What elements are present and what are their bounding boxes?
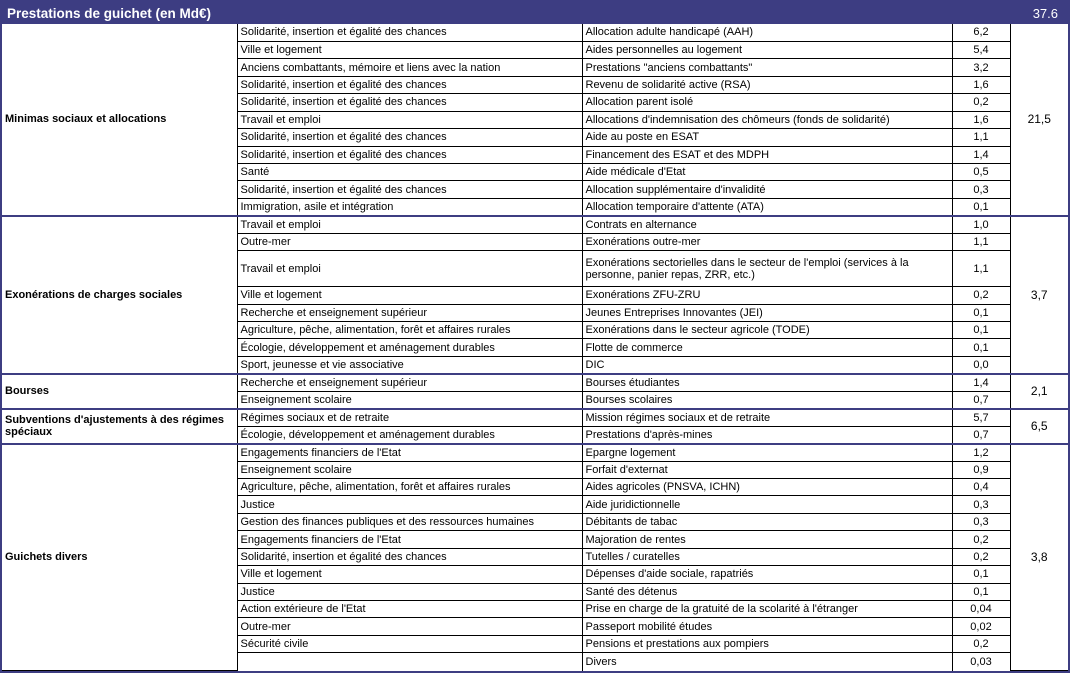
table-row [2, 409, 1068, 426]
mission-cell: Solidarité, insertion et égalité des chances [237, 94, 582, 111]
mission-cell: Régimes sociaux et de retraite [237, 409, 582, 426]
value-cell: 0,1 [952, 339, 1010, 356]
mission-cell: Justice [237, 583, 582, 600]
mission-cell: Agriculture, pêche, alimentation, forêt et affaires rurales [237, 478, 582, 495]
mission-cell: Gestion des finances publiques et des ressources humaines [237, 513, 582, 530]
value-cell: 0,3 [952, 181, 1010, 198]
grand-total-value: 37.6 [1032, 5, 1058, 21]
mission-cell: Solidarité, insertion et égalité des chances [237, 24, 582, 41]
mission-cell: Ville et logement [237, 566, 582, 583]
value-cell: 0,4 [952, 478, 1010, 495]
prestation-cell: Tutelles / curatelles [582, 548, 952, 565]
value-cell: 1,6 [952, 111, 1010, 128]
prestation-cell: Allocation parent isolé [582, 94, 952, 111]
value-cell: 5,7 [952, 409, 1010, 426]
prestation-cell: Forfait d'externat [582, 461, 952, 478]
prestation-cell: Passeport mobilité études [582, 618, 952, 635]
prestation-cell: Allocation adulte handicapé (AAH) [582, 24, 952, 41]
category-cell: Minimas sociaux et allocations [2, 24, 237, 216]
mission-cell: Agriculture, pêche, alimentation, forêt et affaires rurales [237, 322, 582, 339]
mission-cell: Recherche et enseignement supérieur [237, 304, 582, 321]
mission-cell: Sport, jeunesse et vie associative [237, 356, 582, 373]
prestation-cell: Flotte de commerce [582, 339, 952, 356]
mission-cell: Écologie, développement et aménagement durables [237, 426, 582, 443]
mission-cell: Solidarité, insertion et égalité des chances [237, 146, 582, 163]
value-cell: 0,1 [952, 198, 1010, 215]
value-cell: 0,1 [952, 566, 1010, 583]
value-cell: 0,3 [952, 496, 1010, 513]
panel-titlebar [2, 2, 1068, 24]
group-total-cell: 6,5 [1010, 409, 1068, 444]
value-cell: 1,4 [952, 146, 1010, 163]
prestation-cell: Aide médicale d'Etat [582, 164, 952, 181]
prestation-cell: Prise en charge de la gratuité de la scolarité à l'étranger [582, 601, 952, 618]
prestation-cell: Epargne logement [582, 444, 952, 461]
value-cell: 0,2 [952, 94, 1010, 111]
value-cell: 6,2 [952, 24, 1010, 41]
prestation-cell: Allocation supplémentaire d'invalidité [582, 181, 952, 198]
value-cell: 0,9 [952, 461, 1010, 478]
value-cell: 0,2 [952, 635, 1010, 652]
prestation-cell: Exonérations sectorielles dans le secteur de l'emploi (services à la personne, panier repas, ZRR, etc.) [582, 251, 952, 287]
prestation-cell: Dépenses d'aide sociale, rapatriés [582, 566, 952, 583]
value-cell: 1,4 [952, 374, 1010, 391]
mission-cell: Ville et logement [237, 287, 582, 304]
mission-cell: Engagements financiers de l'Etat [237, 444, 582, 461]
category-cell: Exonérations de charges sociales [2, 216, 237, 374]
group-total-cell: 3,7 [1010, 216, 1068, 374]
prestation-cell: Majoration de rentes [582, 531, 952, 548]
value-cell: 0,7 [952, 426, 1010, 443]
prestation-cell: Contrats en alternance [582, 216, 952, 233]
prestation-cell: Exonérations dans le secteur agricole (TODE) [582, 322, 952, 339]
prestation-cell: Jeunes Entreprises Innovantes (JEI) [582, 304, 952, 321]
table-row [2, 374, 1068, 391]
prestation-cell: Aides personnelles au logement [582, 41, 952, 58]
value-cell: 0,2 [952, 287, 1010, 304]
prestation-cell: Divers [582, 653, 952, 671]
value-cell: 0,02 [952, 618, 1010, 635]
mission-cell: Enseignement scolaire [237, 461, 582, 478]
prestation-cell: Financement des ESAT et des MDPH [582, 146, 952, 163]
value-cell: 0,0 [952, 356, 1010, 373]
table-row [2, 444, 1068, 461]
value-cell: 0,03 [952, 653, 1010, 671]
value-cell: 1,6 [952, 76, 1010, 93]
prestation-cell: Allocation temporaire d'attente (ATA) [582, 198, 952, 215]
category-cell: Subventions d'ajustements à des régimes spéciaux [2, 409, 237, 444]
group-total-cell: 21,5 [1010, 24, 1068, 216]
prestation-cell: Aide au poste en ESAT [582, 129, 952, 146]
prestation-cell: Allocations d'indemnisation des chômeurs (fonds de solidarité) [582, 111, 952, 128]
mission-cell: Immigration, asile et intégration [237, 198, 582, 215]
prestation-cell: Aide juridictionnelle [582, 496, 952, 513]
mission-cell: Ville et logement [237, 41, 582, 58]
value-cell: 0,3 [952, 513, 1010, 530]
mission-cell: Solidarité, insertion et égalité des chances [237, 76, 582, 93]
value-cell: 0,04 [952, 601, 1010, 618]
category-cell: Bourses [2, 374, 237, 409]
value-cell: 5,4 [952, 41, 1010, 58]
prestation-cell: Bourses scolaires [582, 391, 952, 408]
mission-cell: Solidarité, insertion et égalité des chances [237, 129, 582, 146]
value-cell: 1,1 [952, 129, 1010, 146]
prestations-table [2, 24, 1068, 671]
prestation-cell: Santé des détenus [582, 583, 952, 600]
prestation-cell: Pensions et prestations aux pompiers [582, 635, 952, 652]
prestation-cell: Revenu de solidarité active (RSA) [582, 76, 952, 93]
value-cell: 0,5 [952, 164, 1010, 181]
mission-cell: Écologie, développement et aménagement durables [237, 339, 582, 356]
mission-cell: Recherche et enseignement supérieur [237, 374, 582, 391]
mission-cell: Santé [237, 164, 582, 181]
mission-cell: Outre-mer [237, 618, 582, 635]
value-cell: 1,2 [952, 444, 1010, 461]
prestation-cell: Bourses étudiantes [582, 374, 952, 391]
table-body [2, 24, 1068, 671]
mission-cell: Travail et emploi [237, 216, 582, 233]
mission-cell: Anciens combattants, mémoire et liens avec la nation [237, 59, 582, 76]
mission-cell: Travail et emploi [237, 111, 582, 128]
mission-cell: Solidarité, insertion et égalité des chances [237, 181, 582, 198]
mission-cell [237, 653, 582, 671]
value-cell: 0,2 [952, 531, 1010, 548]
mission-cell: Action extérieure de l'Etat [237, 601, 582, 618]
mission-cell: Travail et emploi [237, 251, 582, 287]
mission-cell: Enseignement scolaire [237, 391, 582, 408]
mission-cell: Solidarité, insertion et égalité des chances [237, 548, 582, 565]
prestation-cell: DIC [582, 356, 952, 373]
value-cell: 0,1 [952, 304, 1010, 321]
value-cell: 0,2 [952, 548, 1010, 565]
prestation-cell: Exonérations ZFU-ZRU [582, 287, 952, 304]
value-cell: 0,7 [952, 391, 1010, 408]
group-total-cell: 3,8 [1010, 444, 1068, 671]
prestation-cell: Mission régimes sociaux et de retraite [582, 409, 952, 426]
value-cell: 1,0 [952, 216, 1010, 233]
prestation-cell: Prestations "anciens combattants" [582, 59, 952, 76]
mission-cell: Sécurité civile [237, 635, 582, 652]
value-cell: 3,2 [952, 59, 1010, 76]
mission-cell: Engagements financiers de l'Etat [237, 531, 582, 548]
category-cell: Guichets divers [2, 444, 237, 671]
panel-title: Prestations de guichet (en Md€) [7, 5, 212, 21]
prestation-cell: Prestations d'après-mines [582, 426, 952, 443]
prestation-cell: Exonérations outre-mer [582, 233, 952, 250]
value-cell: 1,1 [952, 233, 1010, 250]
prestation-cell: Débitants de tabac [582, 513, 952, 530]
mission-cell: Outre-mer [237, 233, 582, 250]
value-cell: 1,1 [952, 251, 1010, 287]
mission-cell: Justice [237, 496, 582, 513]
prestation-cell: Aides agricoles (PNSVA, ICHN) [582, 478, 952, 495]
table-row [2, 24, 1068, 41]
table-row [2, 216, 1068, 233]
value-cell: 0,1 [952, 583, 1010, 600]
value-cell: 0,1 [952, 322, 1010, 339]
group-total-cell: 2,1 [1010, 374, 1068, 409]
